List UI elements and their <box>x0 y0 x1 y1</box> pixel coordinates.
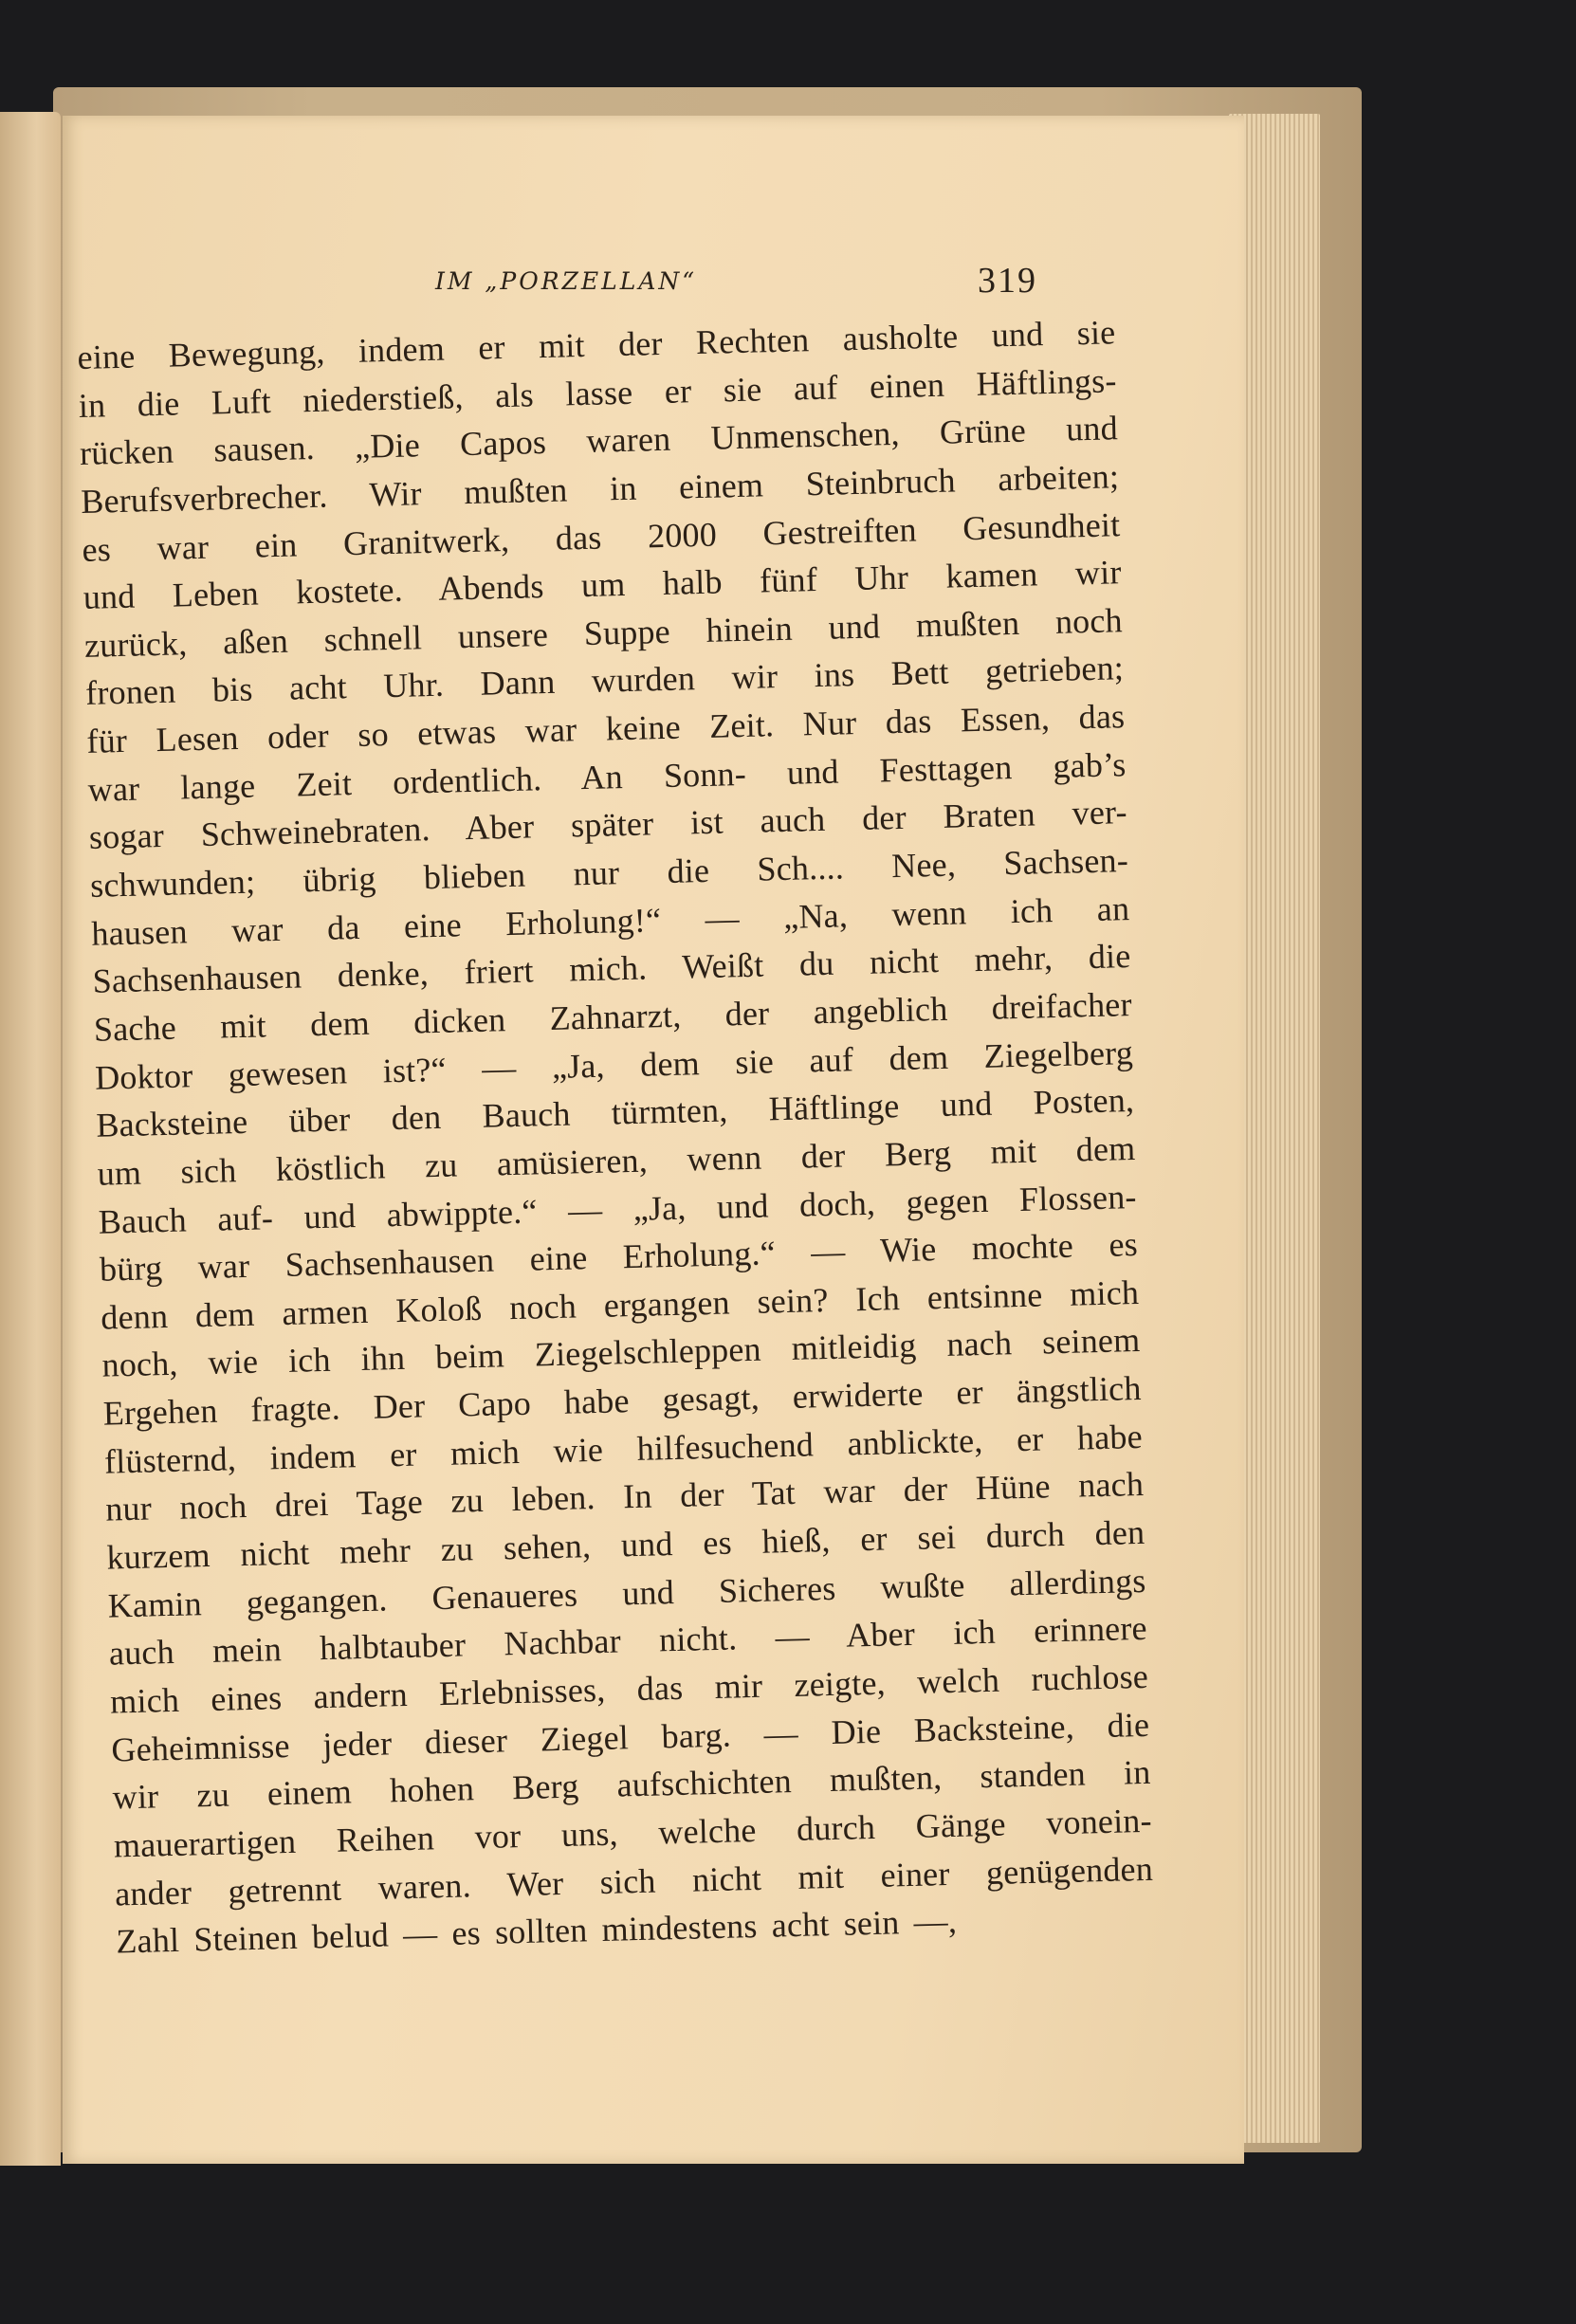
text-line: rücken sausen. „Die Capos waren Unmenschen, Grüne und <box>79 409 1119 473</box>
text-line: mich eines andern Erlebnisses, das mir zeigte, welch ruchlose <box>109 1656 1149 1721</box>
text-line: es war ein Granitwerk, das 2000 Gestreiften Gesundheit <box>82 504 1121 569</box>
running-head: IM „PORZELLAN“ <box>435 267 698 295</box>
text-line: mauerartigen Reihen vor uns, welche durch Gänge vonein- <box>113 1801 1153 1865</box>
text-line: schwunden; übrig blieben nur die Sch.... Nee, Sachsen- <box>89 841 1129 905</box>
text-line: Geheimnisse jeder dieser Ziegel barg. — Die Backsteine, die <box>111 1705 1150 1769</box>
text-line: noch, wie ich ihn beim Ziegelschleppen mitleidig nach seinem <box>101 1321 1141 1385</box>
text-line: eine Bewegung, indem er mit der Rechten ausholte und sie <box>77 313 1116 376</box>
book-page <box>63 116 1244 2164</box>
text-line: Sache mit dem dicken Zahnarzt, der angeblich dreifacher <box>93 985 1133 1049</box>
text-line: ander getrennt waren. Wer sich nicht mit einer genügenden <box>114 1849 1154 1913</box>
text-line: Kamin gegangen. Genaueres und Sicheres wußte allerdings <box>107 1561 1146 1625</box>
text-line: Backsteine über den Bauch türmten, Häftlinge und Posten, <box>95 1081 1135 1144</box>
page-number: 319 <box>978 261 1037 301</box>
text-line: Berufsverbrecher. Wir mußten in einem Steinbruch arbeiten; <box>80 457 1120 521</box>
text-line: Ergehen fragte. Der Capo habe gesagt, erwiderte er ängstlich <box>102 1369 1142 1433</box>
text-line: Sachsenhausen denke, friert mich. Weißt du nicht mehr, die <box>92 937 1131 1001</box>
text-line: fronen bis acht Uhr. Dann wurden wir ins Bett getrieben; <box>84 649 1125 713</box>
text-line: bürg war Sachsenhausen eine Erholung.“ — Wie mochte es <box>99 1225 1139 1289</box>
text-line: Doktor gewesen ist?“ — „Ja, dem sie auf dem Ziegelberg <box>94 1033 1134 1097</box>
text-line: um sich köstlich zu amüsieren, wenn der Berg mit dem <box>97 1128 1136 1193</box>
text-line: auch mein halbtauber Nachbar nicht. — Aber ich erinnere <box>108 1609 1148 1673</box>
text-line: hausen war da eine Erholung!“ — „Na, wenn ich an <box>90 888 1130 953</box>
text-line: zurück, aßen schnell unsere Suppe hinein und mußten noch <box>83 600 1124 665</box>
text-line: sogar Schweinebraten. Aber später ist auch der Braten ver- <box>88 793 1128 857</box>
text-line: denn dem armen Koloß noch ergangen sein? Ich entsinne mich <box>100 1272 1140 1337</box>
facing-page-edge <box>0 112 61 2166</box>
text-line: wir zu einem hohen Berg aufschichten mußten, standen in <box>112 1753 1151 1817</box>
text-line: Zahl Steinen belud — es sollten mindestens acht sein —, <box>115 1901 958 1961</box>
body-text <box>77 308 1155 1966</box>
text-line: war lange Zeit ordentlich. An Sonn- und Festtagen gab’s <box>87 744 1127 809</box>
text-line: und Leben kostete. Abends um halb fünf Uhr kamen wir <box>82 553 1122 617</box>
text-line: kurzem nicht mehr zu sehen, und es hieß, er sei durch den <box>106 1512 1145 1577</box>
page-header <box>63 261 1244 305</box>
text-line: nur noch drei Tage zu leben. In der Tat war der Hüne nach <box>104 1465 1145 1528</box>
text-line: flüsternd, indem er mich wie hilfesuchend anblickte, er habe <box>103 1417 1144 1481</box>
text-line: in die Luft niederstieß, als lasse er sie auf einen Häftlings- <box>78 360 1118 425</box>
text-line: Bauch auf- und abwippte.“ — „Ja, und doch, gegen Flossen- <box>98 1177 1138 1241</box>
text-line: für Lesen oder so etwas war keine Zeit. Nur das Essen, das <box>86 697 1126 760</box>
